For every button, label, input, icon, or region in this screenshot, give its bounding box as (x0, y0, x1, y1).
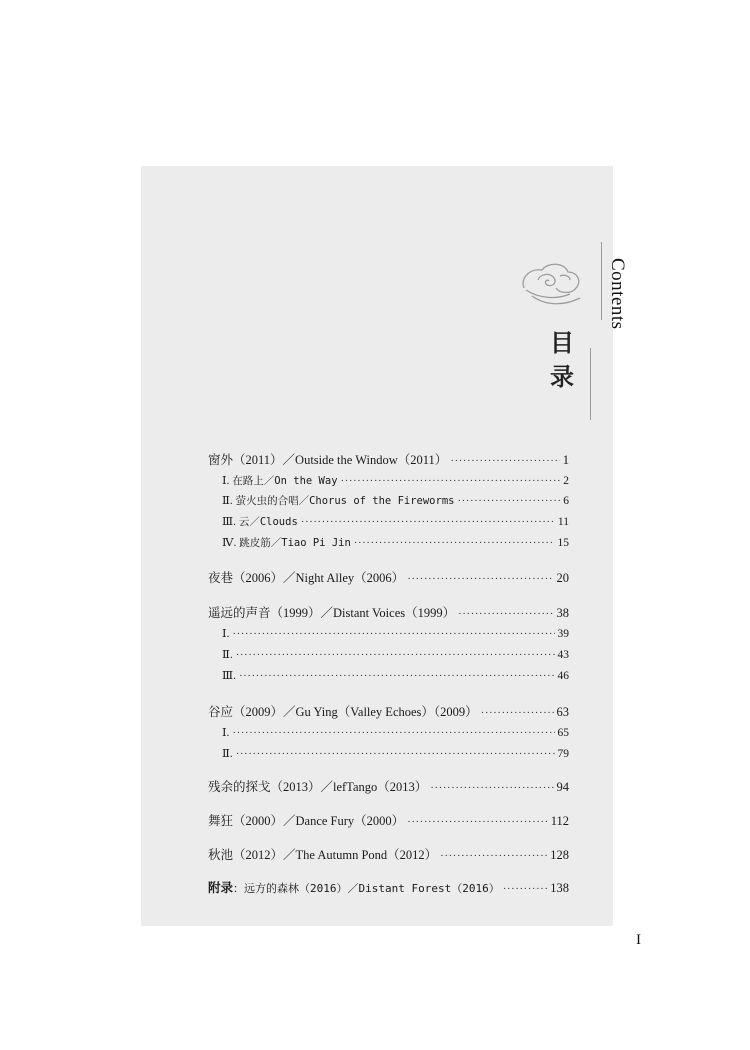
roman-numeral: Ⅰ. (222, 727, 230, 739)
toc-subentry-title (222, 492, 454, 510)
toc-page-number: 38 (556, 606, 569, 620)
toc-entry-gu-ying[interactable] (208, 703, 569, 721)
toc-subentry-distant-voices-1[interactable] (222, 625, 569, 643)
toc-page-number: 20 (556, 571, 569, 585)
folio-page-number: I (636, 932, 641, 948)
title-char-mu: 目 (550, 328, 574, 357)
subentry-text: 萤火虫的合唱／Chorus of the Fireworms (235, 495, 455, 507)
roman-numeral: Ⅱ. (222, 748, 233, 760)
dot-leader (450, 452, 559, 470)
dot-leader (232, 625, 554, 643)
toc-entry-leftango[interactable] (208, 778, 569, 796)
dot-leader (354, 534, 555, 552)
toc-entry-title (208, 879, 500, 898)
dot-leader (232, 724, 554, 742)
subentry-text: 跳皮筋／Tiao Pi Jin (239, 537, 351, 549)
toc-subentry-gu-ying-1[interactable] (222, 724, 569, 742)
dot-leader (236, 745, 555, 763)
appendix-text: ：远方的森林（2016）／Distant Forest（2016） (233, 882, 500, 895)
toc-subentry-distant-voices-2[interactable] (222, 646, 569, 664)
contents-heading: Contents (607, 258, 628, 330)
dot-leader (440, 847, 547, 865)
dot-leader (481, 704, 554, 722)
roman-numeral: Ⅰ. (222, 475, 233, 487)
toc-page-number: 43 (557, 649, 569, 661)
appendix-prefix: 附录 (208, 881, 234, 895)
toc-entry-title: 夜巷（2006）／Night Alley（2006） (208, 571, 405, 585)
toc-entry-title: 谷应（2009）／Gu Ying（Valley Echoes）（2009） (208, 705, 478, 719)
toc-entry-outside-the-window[interactable] (208, 451, 569, 469)
toc-subentry-title (222, 534, 351, 552)
toc-page-number: 94 (556, 780, 569, 794)
toc-entry-distant-voices[interactable] (208, 604, 569, 622)
toc-page-number: 138 (550, 881, 569, 895)
toc-subentry-title (222, 472, 338, 490)
roman-numeral: Ⅱ. (222, 649, 233, 661)
toc-page-number: 15 (557, 537, 569, 549)
toc-entry-title: 窗外（2011）／Outside the Window（2011） (208, 453, 448, 467)
dot-leader (236, 646, 555, 664)
dot-leader (458, 605, 553, 623)
toc-page-number: 65 (557, 727, 569, 739)
roman-numeral: Ⅲ. (222, 670, 236, 682)
dot-leader (457, 492, 560, 510)
toc-subentry-distant-voices-3[interactable] (222, 667, 569, 685)
toc-subentry-gu-ying-2[interactable] (222, 745, 569, 763)
toc-page-number: 79 (557, 748, 569, 760)
toc-subentry-chorus-of-the-fireworms[interactable] (222, 492, 569, 510)
subentry-text: 云／Clouds (238, 516, 298, 528)
roman-numeral: Ⅱ. (222, 495, 236, 507)
toc-page-number: 46 (557, 670, 569, 682)
toc-page-number: 2 (563, 475, 569, 487)
roman-numeral: Ⅲ. (222, 516, 239, 528)
toc-page-number: 128 (550, 848, 569, 862)
dot-leader (503, 880, 548, 898)
dot-leader (239, 667, 555, 685)
title-char-lu: 录 (550, 362, 574, 391)
roman-numeral: Ⅳ. (222, 537, 240, 549)
toc-subentry-on-the-way[interactable] (222, 472, 569, 490)
toc-entry-dance-fury[interactable] (208, 812, 569, 830)
toc-subentry-tiao-pi-jin[interactable] (222, 534, 569, 552)
toc-entry-title: 舞狂（2000）／Dance Fury（2000） (208, 814, 405, 828)
toc-entry-title: 残余的探戈（2013）／lefTango（2013） (208, 780, 428, 794)
toc-page-number: 11 (557, 516, 569, 528)
toc-entry-autumn-pond[interactable] (208, 846, 569, 864)
toc-page-number: 1 (562, 453, 569, 467)
dot-leader (407, 570, 553, 588)
toc-entry-night-alley[interactable] (208, 569, 569, 587)
roman-numeral: Ⅰ. (222, 628, 230, 640)
toc-page-number: 112 (550, 814, 569, 828)
dot-leader (341, 472, 561, 490)
toc-entry-title: 遥远的声音（1999）／Distant Voices（1999） (208, 606, 456, 620)
toc-page-number: 63 (556, 705, 569, 719)
toc-page-number: 39 (557, 628, 569, 640)
dot-leader (430, 779, 553, 797)
toc-subentry-title (222, 513, 298, 531)
toc-subentry-clouds[interactable] (222, 513, 569, 531)
toc-entry-appendix-distant-forest[interactable] (208, 879, 569, 897)
toc-entry-title: 秋池（2012）／The Autumn Pond（2012） (208, 848, 438, 862)
dot-leader (301, 513, 555, 531)
toc-page-number: 6 (563, 495, 569, 507)
dot-leader (407, 813, 548, 831)
subentry-text: 在路上／On the Way (232, 475, 338, 487)
